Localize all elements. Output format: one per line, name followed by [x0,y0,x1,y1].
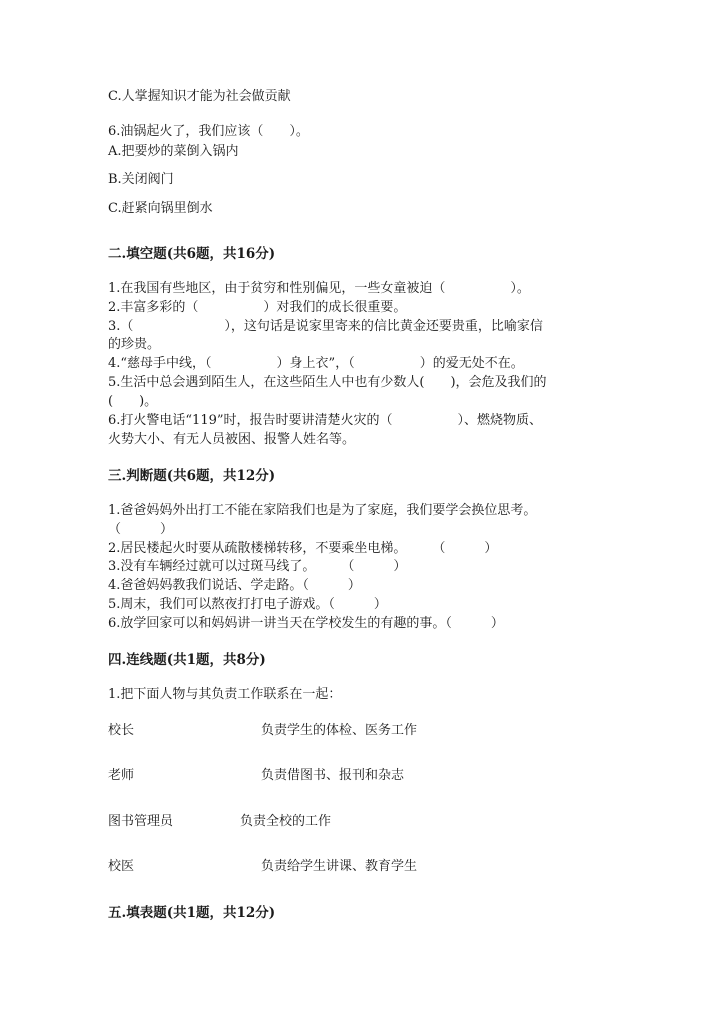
judge-line: 3.没有车辆经过就可以过斑马线了。 （ ） [108,559,407,574]
matching-right-item: 负责借图书、报刊和杂志 [261,768,405,783]
fill-line: 1.在我国有些地区，由于贫穷和性别偏见，一些女童被迫（ ）。 [108,281,530,296]
fill-line: 5.生活中总会遇到陌生人，在这些陌生人中也有少数人( )，会危及我们的 [108,375,547,390]
matching-left-item: 图书管理员 [108,814,174,829]
judge-line: 6.放学回家可以和妈妈讲一讲当天在学校发生的有趣的事。（ ） [108,616,504,631]
q6-option-b: B.关闭阀门 [108,172,174,187]
judge-line: 4.爸爸妈妈教我们说话、学走路。（ ） [108,578,361,593]
judge-line: （ ） [108,522,174,537]
judge-line: 1.爸爸妈妈外出打工不能在家陪我们也是为了家庭，我们要学会换位思考。 [108,503,537,518]
fill-line: 2.丰富多彩的（ ）对我们的成长很重要。 [108,300,407,315]
section-3-heading: 三.判断题(共6题，共12分) [108,468,276,484]
q6-option-c: C.赶紧向锅里倒水 [108,201,213,216]
section-2-heading: 二.填空题(共6题，共16分) [108,246,276,262]
matching-right-item: 负责学生的体检、医务工作 [261,723,418,738]
matching-left-item: 老师 [108,768,135,783]
question-6: 6.油锅起火了，我们应该（ ）。 [108,124,309,139]
q6-option-a: A.把要炒的菜倒入锅内 [108,144,239,159]
judge-line: 2.居民楼起火时要从疏散楼梯转移，不要乘坐电梯。 （ ） [108,541,498,556]
matching-left-item: 校长 [108,723,135,738]
section-5-heading: 五.填表题(共1题，共12分) [108,905,276,921]
fill-line: 3.（ ），这句话是说家里寄来的信比黄金还要贵重，比喻家信 [108,319,543,334]
matching-instruction: 1.把下面人物与其负责工作联系在一起： [108,687,342,702]
q5-option-c: C.人掌握知识才能为社会做贡献 [108,89,291,104]
judge-line: 5.周末，我们可以熬夜打打电子游戏。（ ） [108,597,387,612]
section-4-heading: 四.连线题(共1题，共8分) [108,652,266,668]
fill-line: 的珍贵。 [108,337,161,352]
matching-left-item: 校医 [108,859,135,874]
matching-right-item: 负责全校的工作 [240,814,332,829]
fill-line: 6.打火警电话“119”时，报告时要讲清楚火灾的（ ）、燃烧物质、 [108,413,543,428]
fill-line: ( )。 [108,394,158,409]
matching-right-item: 负责给学生讲课、教育学生 [261,859,418,874]
fill-line: 火势大小、有无人员被困、报警人姓名等。 [108,432,356,447]
fill-line: 4.“慈母手中线，（ ）身上衣”，（ ）的爱无处不在。 [108,356,524,371]
